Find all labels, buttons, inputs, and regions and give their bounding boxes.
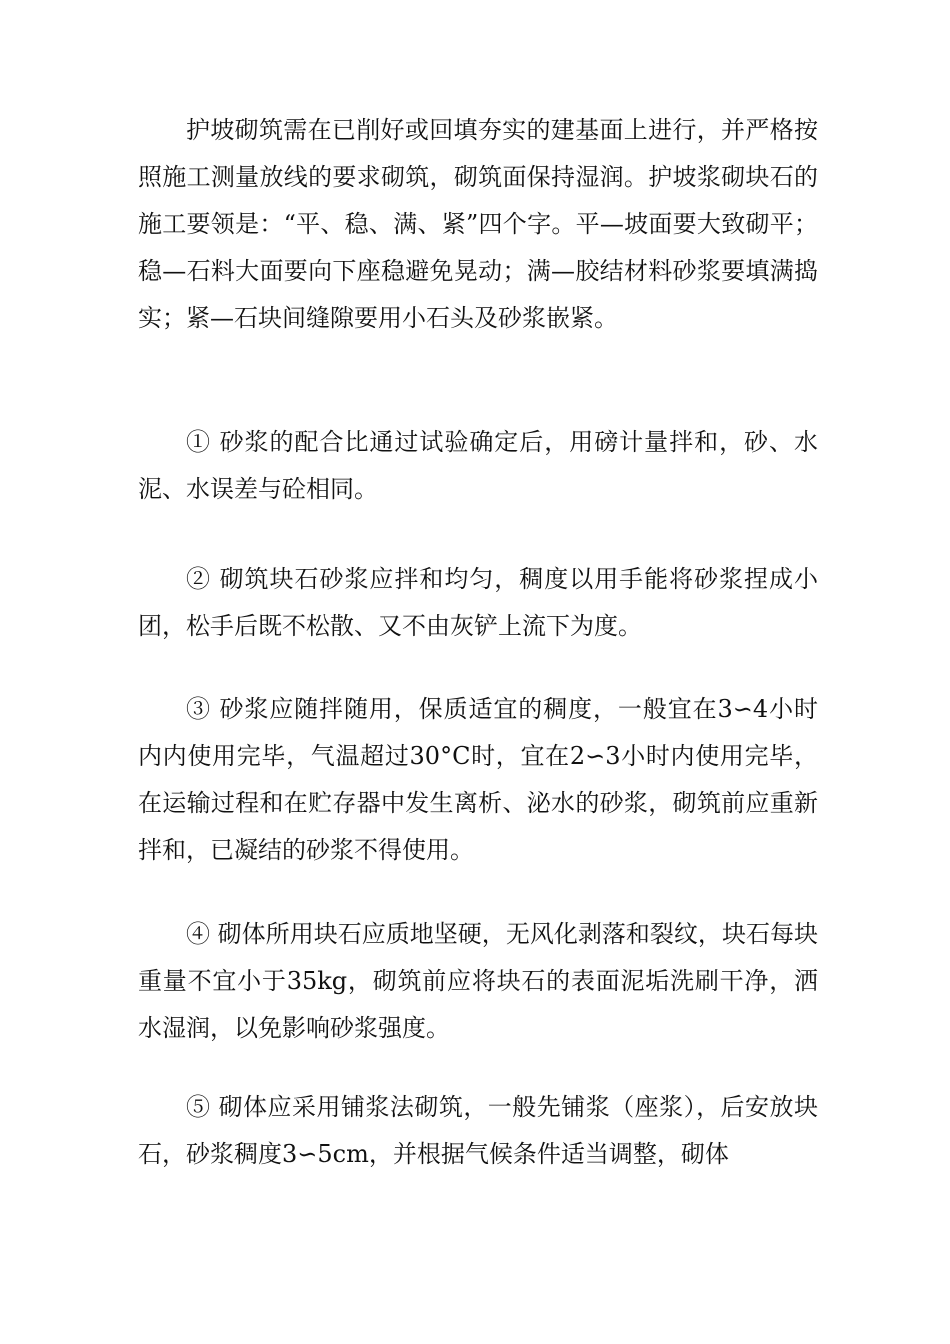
paragraph-item-3: ③ 砂浆应随拌随用，保质适宜的稠度，一般宜在3∽4小时内内使用完毕，气温超过30°C时，宜在2∽3小时内使用完毕，在运输过程和在贮存器中发生离析、泌水的砂浆，砌筑前应重新拌和，已凝结的砂浆不得使用。: [138, 695, 818, 864]
paragraph-item-1: ① 砂浆的配合比通过试验确定后，用磅计量拌和，砂、水泥、水误差与砼相同。: [138, 428, 818, 503]
paragraph-item-4: ④ 砌体所用块石应质地坚硬，无风化剥落和裂纹，块石每块重量不宜小于35kg，砌筑前应将块石的表面泥垢洗刷干净，洒水湿润，以免影响砂浆强度。: [138, 920, 818, 1042]
paragraph-intro: 护坡砌筑需在已削好或回填夯实的建基面上进行，并严格按照施工测量放线的要求砌筑，砌筑面保持湿润。护坡浆砌块石的施工要领是：“平、稳、满、紧”四个字。平—坡面要大致砌平；稳—石料大面要向下座稳避免晃动；满—胶结材料砂浆要填满捣实；紧—石块间缝隙要用小石头及砂浆嵌紧。: [138, 116, 818, 332]
paragraph-item-5: ⑤ 砌体应采用铺浆法砌筑，一般先铺浆（座浆），后安放块石，砂浆稠度3∽5cm，并根据气候条件适当调整，砌体: [138, 1093, 818, 1168]
paragraph-item-2: ② 砌筑块石砂浆应拌和均匀，稠度以用手能将砂浆捏成小团，松手后既不松散、又不由灰铲上流下为度。: [138, 565, 818, 640]
